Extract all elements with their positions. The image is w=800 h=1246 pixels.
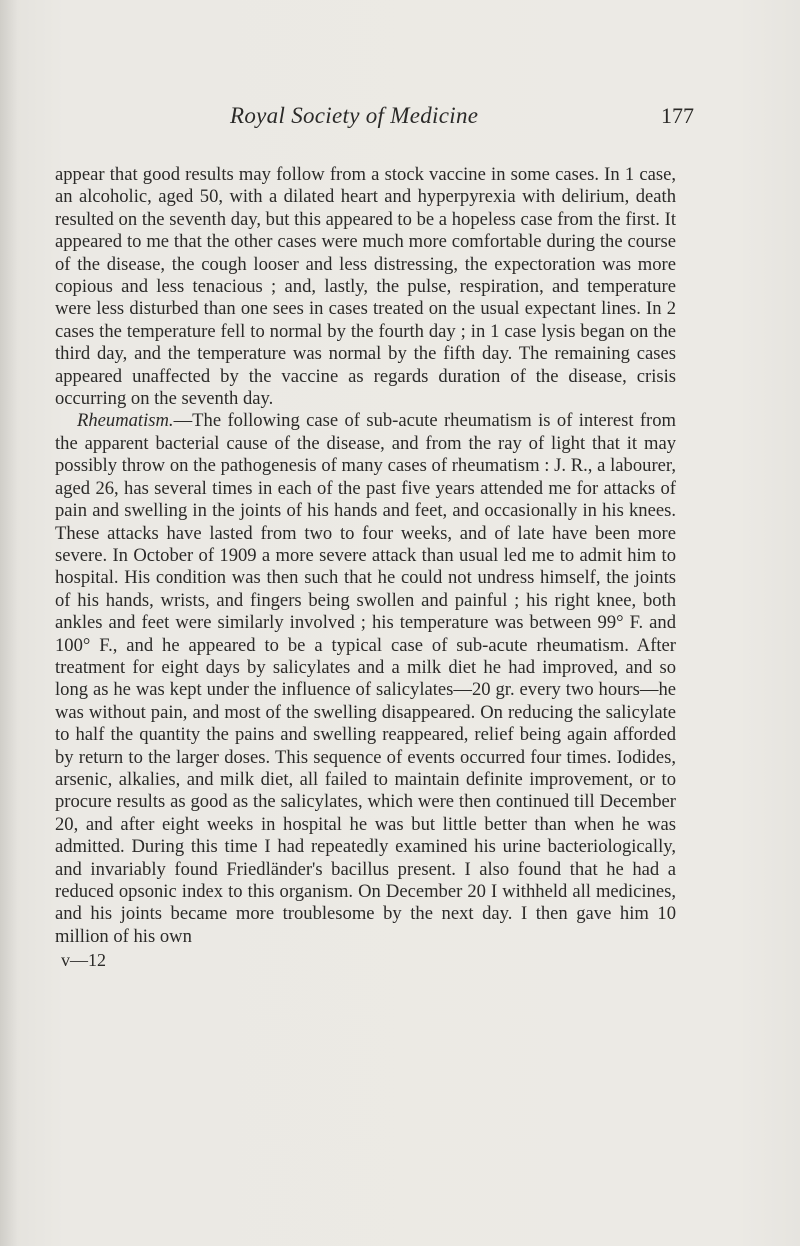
paragraph-rheumatism (55, 410, 676, 948)
paragraph-rheumatism-text: —The following case of sub-acute rheumatism is of interest from the apparent bacterial cause of the disease, and from the ray of light that it may possibly throw on the pathogenesis of many cases of rheumatism : J. R., a labourer, aged 26, has several times in each of the past five years attended me for attacks of pain and swelling in the joints of his hands and feet, and occasionally in his knees. These attacks have lasted from two to four weeks, and of late have been more severe. In October of 1909 a more severe attack than usual led me to admit him to hospital. His condition was then such that he could not undress himself, the joints of his hands, wrists, and fingers being swollen and painful ; his right knee, both ankles and feet were similarly involved ; his temperature was between 99° F. and 100° F., and he appeared to be a typical case of sub-acute rheumatism. After treatment for eight days by salicylates and a milk diet he had improved, and so long as he was kept under the influence of salicylates—20 gr. every two hours—he was without pain, and most of the swelling disappeared. On reducing the salicylate to half the quantity the pains and swelling reappeared, relief being again afforded by return to the larger doses. This sequence of events occurred four times. Iodides, arsenic, alkalies, and milk diet, all failed to maintain definite improvement, or to procure results as good as the salicylates, which were then continued till December 20, and after eight weeks in hospital he was but little better than when he was admitted. During this time I had repeatedly examined his urine bacteriologically, and invariably found Friedländer's bacillus present. I also found that he had a reduced opsonic index to this organism. On December 20 I withheld all medicines, and his joints became more troublesome by the next day. I then gave him 10 million of his own (55, 410, 676, 947)
signature-mark: v—12 (61, 950, 106, 970)
running-head-title: Royal Society of Medicine (230, 103, 479, 128)
paragraph-pneumonia-results: appear that good results may follow from a stock vaccine in some cases. In 1 case, an alcoholic, aged 50, with a dilated heart and hyperpyrexia with delirium, death resulted on the seventh day, but this appeared to be a hopeless case from the first. It appeared to me that the other cases were much more comfortable during the course of the disease, the cough looser and less distressing, the expectoration was more copious and less tenacious ; and, lastly, the pulse, respiration, and temperature were less disturbed than one sees in cases treated on the usual expectant lines. In 2 cases the temperature fell to normal by the fourth day ; in 1 case lysis began on the third day, and the temperature was normal by the fifth day. The remaining cases appeared unaffected by the vaccine as regards duration of the disease, crisis occurring on the seventh day. (55, 164, 676, 410)
body-text (55, 164, 676, 948)
page-edge-shadow (0, 0, 18, 1246)
running-head (0, 103, 800, 133)
page-number: 177 (661, 103, 694, 128)
section-lead-rheumatism: Rheumatism. (77, 410, 174, 432)
